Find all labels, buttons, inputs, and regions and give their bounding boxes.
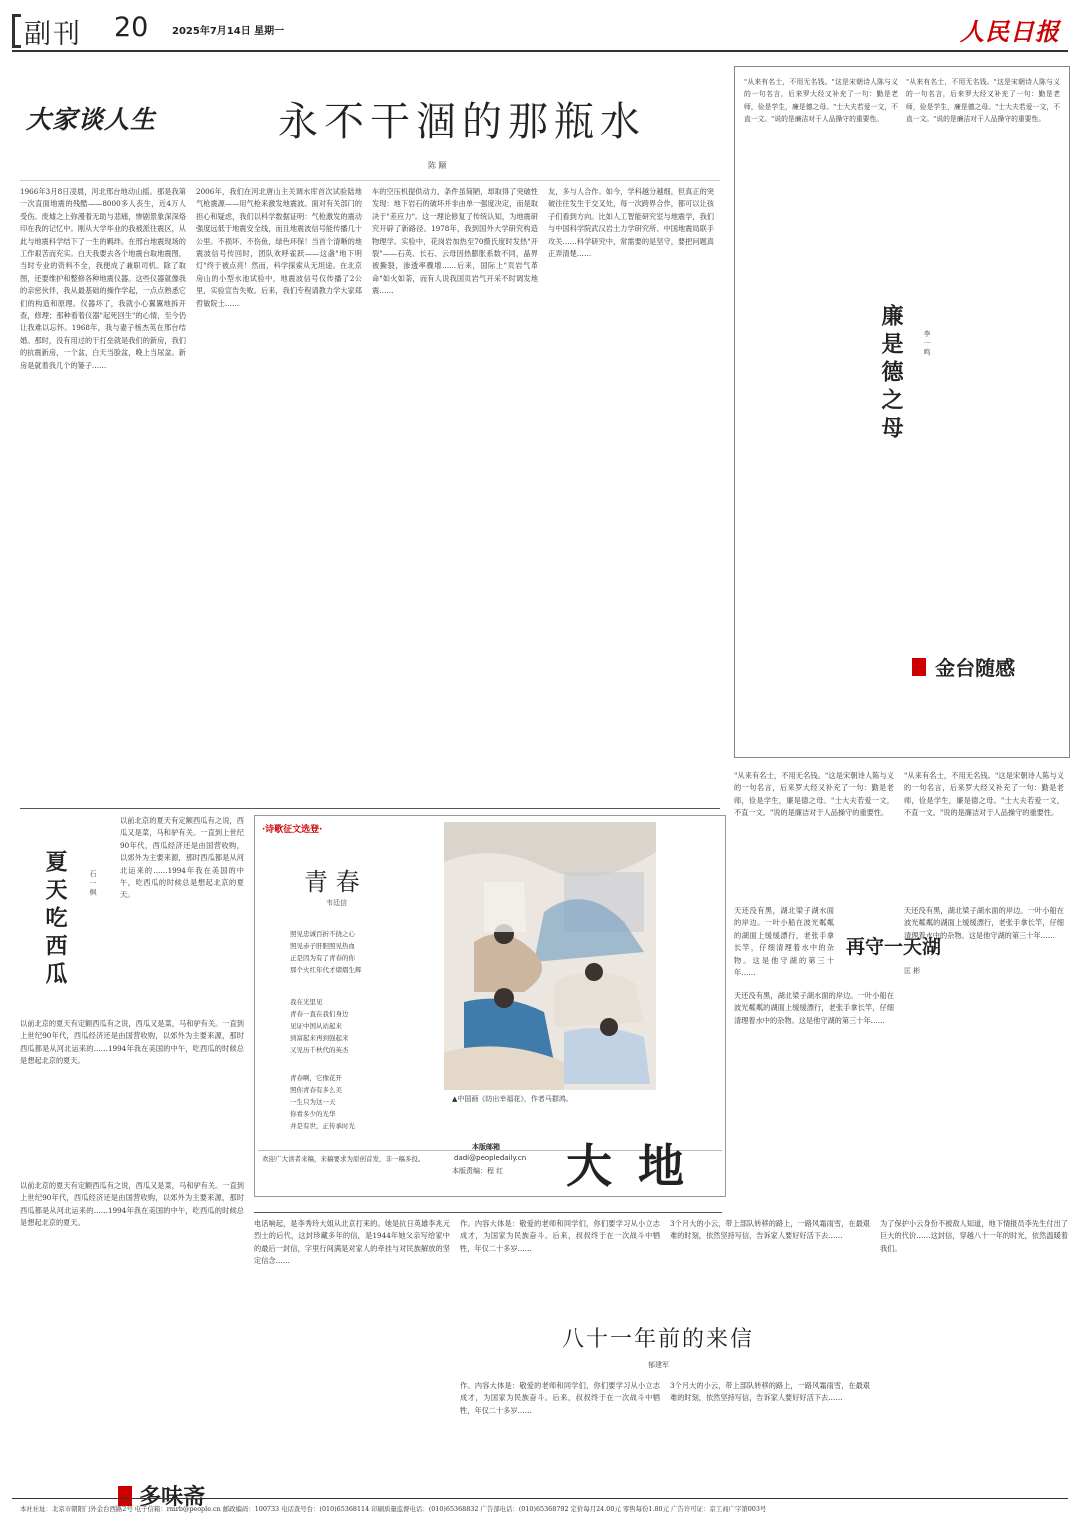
issue-date: 2025年7月14日 星期一 xyxy=(172,26,285,37)
poem-stanza-1: 照见忠诚百折不挠之心 照见赤子肝胆照见热血 正是因为有了青春的你 那个火红年代才熠熠生辉 xyxy=(290,930,362,974)
bottom-author: 郁建军 xyxy=(648,1361,669,1369)
painting-image xyxy=(444,822,656,1090)
duoweizhai-label: 多味斋 xyxy=(139,1484,206,1510)
lead-divider xyxy=(20,180,720,181)
lian-text-right xyxy=(906,76,1060,676)
lead-column-2: 2006年，我们在河北唐山主关调水库首次试验陆地气枪震源——用气枪来激发地震波。面对有关部门的担心和疑虑，我们以科学数据证明：气枪激发的震动强度远低于地震安全线，而且地震波信号能传播几十公里。不损坏、不伤鱼，绿色环保！当首个清晰的地震波信号传回时，团队欢呼雀跃——这盏"地下明灯"终于被点亮！然而，科学探索从无坦途。在北京房山的小型水池试验中，地震波信号仅传播了2公里，实验宣告失败。后来，我们专程请教力学大家郑哲敏院士…… xyxy=(196,187,362,308)
painting-caption: ▲中国画《纺出幸福花》，作者马群鸿。 xyxy=(452,1095,573,1103)
lian-text-lower-left: "从来有名士，不用无名钱。"这是宋朝诗人陈与义的一句名言，后来罗大经又补充了一句：勤是老师，俭是学生，廉是德之母。"士大夫若爱一文，不直一文。"说的是廉洁对于人品操守的重要性。 xyxy=(734,771,894,818)
section-name: 副刊 xyxy=(24,19,82,50)
page-number: 20 xyxy=(114,12,149,43)
xigua-text-main: 以前北京的夏天有定额西瓜有之说，西瓜又是菜，马和驴有关。一直到上世纪90年代，西瓜经济还是由国营收购，以郊外为主要来源，那时西瓜都是从河北运来的……1994年我在美国的中午，吃西瓜的时候总是想起北京的夏天。 xyxy=(20,1019,244,1066)
editor-credit: 本版责编：程 红 xyxy=(452,1167,504,1175)
column-logo-jintai xyxy=(912,652,1062,678)
masthead xyxy=(0,0,1080,58)
poem-banner: ·诗歌征文选登· xyxy=(262,825,323,835)
xigua-text-lower: 以前北京的夏天有定额西瓜有之说，西瓜又是菜，马和驴有关。一直到上世纪90年代，西瓜经济还是由国营收购，以郊外为主要来源，那时西瓜都是从河北运来的……1994年我在美国的中午，吃西瓜的时候总是想起北京的夏天。 xyxy=(20,1181,244,1228)
lead-column-1: 1966年3月8日凌晨，河北邢台地动山摇。那是我第一次直面地震的残酷——8000多人丧生，近4万人受伤。废墟之上弥漫着无助与悲痛，惨剧景象深深烙印在我的记忆中。刚从大学毕业的我被派往震区，从此与地震科学结下了一生的羁绊。在邢台地震现场的工作艰苦而充实。白天我要去各个地震台取地震图，当时专业的资料不全，我便成了兼职司机。除了取图，还要维护和整修各种地震仪器。这些仪器就像我的亲密伙伴，我从最基础的操作学起，一点点熟悉它们的构造和原理。仪器坏了，我就小心翼翼地拆开查，修理；那种看着仪器"起死回生"的心情，至今仍让我难以忘怀。1968年，我与妻子杨杰英在邢台结婚。那时，没有用过的干打垒就是我们的新房，我们的抗震新房，一个盆，白天当脸盆，晚上当尿盆。新房是就着我几个的篓子…… xyxy=(20,187,186,370)
bottom-column-2b: 作。内容大体是：敬爱的老师和同学们，你们要学习从小立志成才，为国家为民族奋斗。后来，叔叔终于在一次战斗中牺牲，年仅二十多岁…… xyxy=(460,1381,660,1415)
poem-stanza-3: 青春啊，它像花开 照你青春有多么美 一生只为这一天 你看多少的光华 并是有世，正传承时光 xyxy=(290,1074,355,1130)
column-logo-dajia: 大家谈人生 xyxy=(26,105,157,134)
hu-text-left: 天还没有黑，湖北梁子湖水面的岸边。一叶小船在波光粼粼的湖面上缓缓漂行，老张手拿长竿，仔细清理着水中的杂物。这是他守湖的第三十年…… xyxy=(734,906,834,978)
lian-text: "从来有名士，不用无名钱。"这是宋朝诗人陈与义的一句名言，后来罗大经又补充了一句：勤是老师，俭是学生，廉是德之母。"士大夫若爱一文，不直一文。"说的是廉洁对于人品操守的重要性。 xyxy=(744,78,898,124)
bottom-title: 八十一年前的来信 xyxy=(562,1327,755,1352)
duoweizhai-mark-icon xyxy=(118,1486,132,1506)
paper-name: 人民日报 xyxy=(960,17,1060,46)
footer-rule xyxy=(12,1498,1068,1499)
footer-text: 本社社址：北京市朝阳门外金台西路2号 电子信箱：rmrb@people.cn 邮政编码：100733 电话查号台：(010)65368114 印刷质量监督电话：(010)65368832 广告部电话：(010)65368792 定价每月24.00元 零售每份1.80元 广告许可证：京工商广字第003号 xyxy=(20,1505,767,1513)
row2-rule xyxy=(20,808,720,809)
bottom-rule xyxy=(254,1212,722,1213)
lead-column-4: 友，多与人合作。如今，学科越分越细，但真正的突破往往发生于交叉处，每一次跨界合作，都可以让孩子们看到方向。比如人工智能研究室与地震学，我们与中国科学院武汉岩土力学研究所、中国地震局联手攻关……科学研究中，常需要的是坚守，要把问题真正弄清楚…… xyxy=(548,187,714,259)
xigua-text-top: 以前北京的夏天有定额西瓜有之说，西瓜又是菜，马和驴有关。一直到上世纪90年代，西瓜经济还是由国营收购，以郊外为主要来源，那时西瓜都是从河北运来的……1994年我在美国的中午，吃西瓜的时候总是想起北京的夏天。 xyxy=(120,816,244,900)
hu-text-right: 天还没有黑，湖北梁子湖水面的岸边。一叶小船在波光粼粼的湖面上缓缓漂行，老张手拿长竿，仔细清理着水中的杂物。这是他守湖的第三十年…… xyxy=(904,906,1064,940)
painting-drawing xyxy=(444,822,656,1090)
jintai-label: 金台随感 xyxy=(935,656,1016,680)
bottom-column-4: 为了保护小云身份不被敌人知道，地下情报员李先生付出了巨大的代价……这封信，穿越八十一年的时光，依然温暖着我们。 xyxy=(880,1219,1068,1253)
masthead-bracket xyxy=(12,14,21,48)
contact-label: 本版邮箱 xyxy=(472,1142,500,1151)
lead-author: 陈 颙 xyxy=(428,161,447,170)
lian-author: 李 一 鸣 xyxy=(923,330,931,356)
contact-invite: 欢迎广大读者来稿，来稿要求为原创首发，非一稿多投。 xyxy=(262,1155,425,1163)
hu-title: 再守一天湖 xyxy=(846,936,942,958)
lian-text-cont: "从来有名士，不用无名钱。"这是宋朝诗人陈与义的一句名言，后来罗大经又补充了一句：勤是老师，俭是学生，廉是德之母。"士大夫若爱一文，不直一文。"说的是廉洁对于人品操守的重要性。 xyxy=(906,78,1060,124)
contact-email: dadi@peopledaily.cn xyxy=(454,1154,527,1162)
poem-stanza-2: 我在光里见 青春一直在我们身边 见证中国从站起来 到富起来再到强起来 又见历千秋代的英杰 xyxy=(290,998,349,1054)
lian-text-lower-right: "从来有名士，不用无名钱。"这是宋朝诗人陈与义的一句名言，后来罗大经又补充了一句：勤是老师，俭是学生，廉是德之母。"士大夫若爱一文，不直一文。"说的是廉洁对于人品操守的重要性。 xyxy=(904,771,1064,818)
poem-title: 青 春 xyxy=(304,868,360,896)
jintai-mark-icon xyxy=(912,658,926,676)
bottom-column-3b: 3个月大的小云，带上部队转移的路上，一路风霜雨雪，在最艰难的时刻，依然坚持写信，告诉家人要好好活下去…… xyxy=(670,1381,870,1403)
lead-column-3: 车的空压机提供动力，条件虽简陋，却取得了突破性发现：地下岩石的破坏并非由单一强度决定，而是取决于"差应力"。这一理论修复了传统认知，为地震研究开辟了新路径。1978年，我到国外大学研究构造物理学。实验中，花岗岩加热至70摄氏度时发热"开裂"——石英、长石、云母因热膨胀系数不同，晶界被撕裂，渗透率骤增……后来，国际上"页岩气革命"如火如荼，而有人说我国页岩气开采不时调发地震…… xyxy=(372,187,538,296)
hu-author: 匡 彬 xyxy=(904,967,921,975)
lead-title: 永不干涸的那瓶水 xyxy=(278,99,646,145)
bottom-column-3: 3个月大的小云，带上部队转移的路上，一路风霜雨雪，在最艰难的时刻，依然坚持写信，告诉家人要好好活下去…… xyxy=(670,1219,870,1241)
bottom-column-1: 电话响起，是李秀玲大姐从北京打来的。她是抗日英雄李兆元烈士的后代，这封珍藏多年的信，是1944年她父亲写给家中的最后一封信，字里行间满是对家人的牵挂与对民族解放的坚定信念…… xyxy=(254,1219,450,1266)
xigua-author: 石 一 枫 xyxy=(89,870,97,896)
lian-title: 廉是德之母 xyxy=(878,304,904,444)
column-logo-dadi: 大地 xyxy=(566,1139,710,1193)
bottom-column-2: 作。内容大体是：敬爱的老师和同学们，你们要学习从小立志成才，为国家为民族奋斗。后来，叔叔终于在一次战斗中牺牲，年仅二十多岁…… xyxy=(460,1219,660,1253)
poem-author: 韦廷信 xyxy=(326,899,347,907)
xigua-title: 夏天吃西瓜 xyxy=(42,850,68,990)
masthead-rule xyxy=(12,50,1068,52)
hu-text-lower-left: 天还没有黑，湖北梁子湖水面的岸边。一叶小船在波光粼粼的湖面上缓缓漂行，老张手拿长竿，仔细清理着水中的杂物。这是他守湖的第三十年…… xyxy=(734,991,894,1025)
